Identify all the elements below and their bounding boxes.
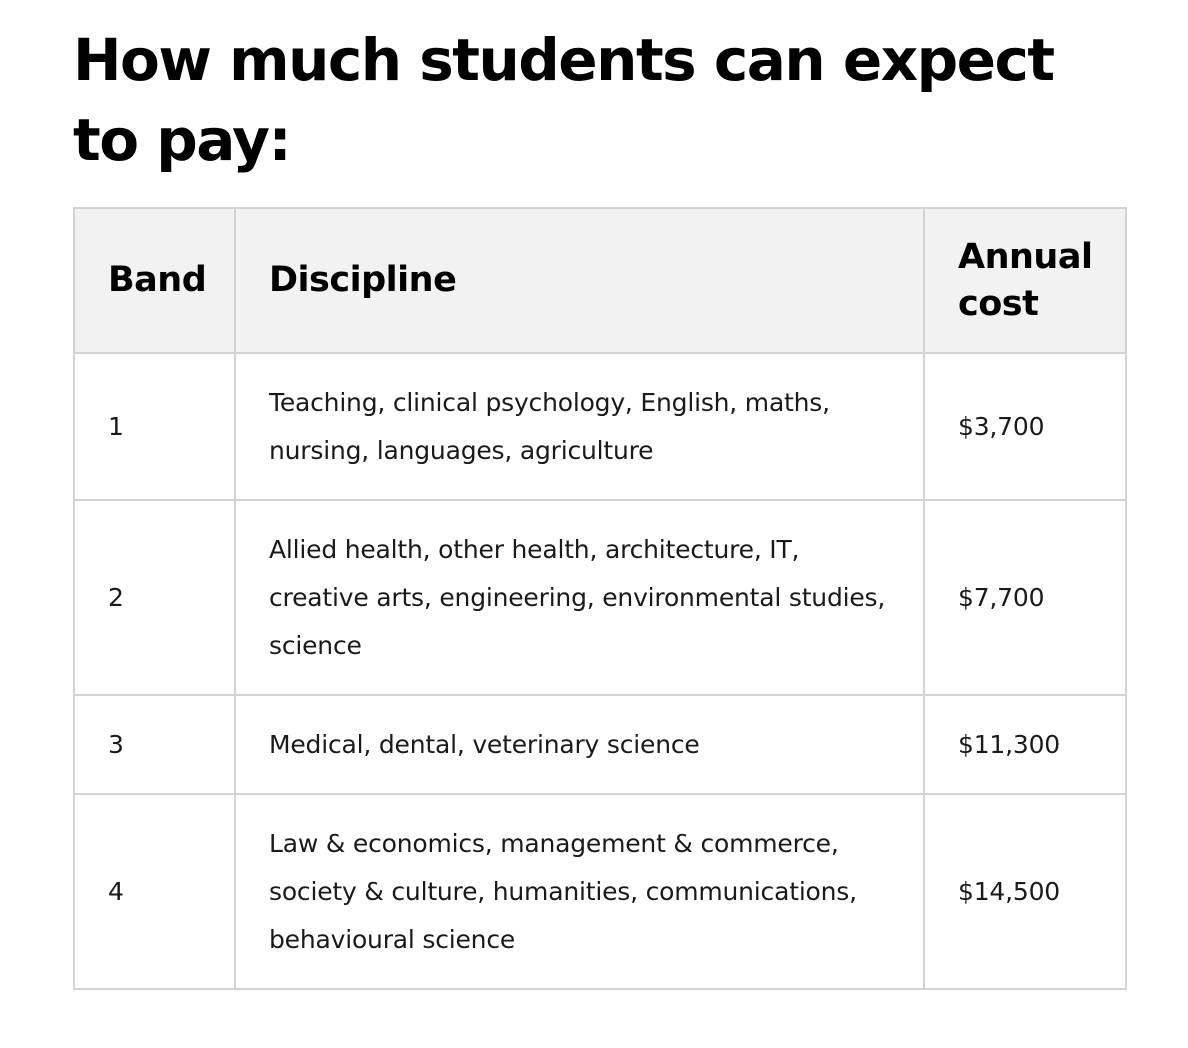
band-cell: 4 bbox=[74, 794, 235, 989]
page-title: How much students can expect to pay: bbox=[73, 26, 1054, 174]
header-band: Band bbox=[74, 208, 235, 353]
band-cell: 1 bbox=[74, 353, 235, 500]
table-row bbox=[74, 353, 1126, 500]
student-fees-table bbox=[73, 207, 1127, 990]
cost-cell: $7,700 bbox=[924, 500, 1126, 695]
band-cell: 2 bbox=[74, 500, 235, 695]
table-row bbox=[74, 500, 1126, 695]
table-header-row bbox=[74, 208, 1126, 353]
discipline-cell: Medical, dental, veterinary science bbox=[235, 695, 924, 794]
band-cell: 3 bbox=[74, 695, 235, 794]
discipline-cell: Teaching, clinical psychology, English, maths, nursing, languages, agriculture bbox=[235, 353, 924, 500]
cost-cell: $11,300 bbox=[924, 695, 1126, 794]
header-discipline: Discipline bbox=[235, 208, 924, 353]
cost-cell: $14,500 bbox=[924, 794, 1126, 989]
table-row bbox=[74, 794, 1126, 989]
header-annual-cost: Annual cost bbox=[924, 208, 1126, 353]
discipline-cell: Allied health, other health, architecture, IT, creative arts, engineering, environmental studies, science bbox=[235, 500, 924, 695]
discipline-cell: Law & economics, management & commerce, society & culture, humanities, communications, behavioural science bbox=[235, 794, 924, 989]
table-row bbox=[74, 695, 1126, 794]
cost-cell: $3,700 bbox=[924, 353, 1126, 500]
